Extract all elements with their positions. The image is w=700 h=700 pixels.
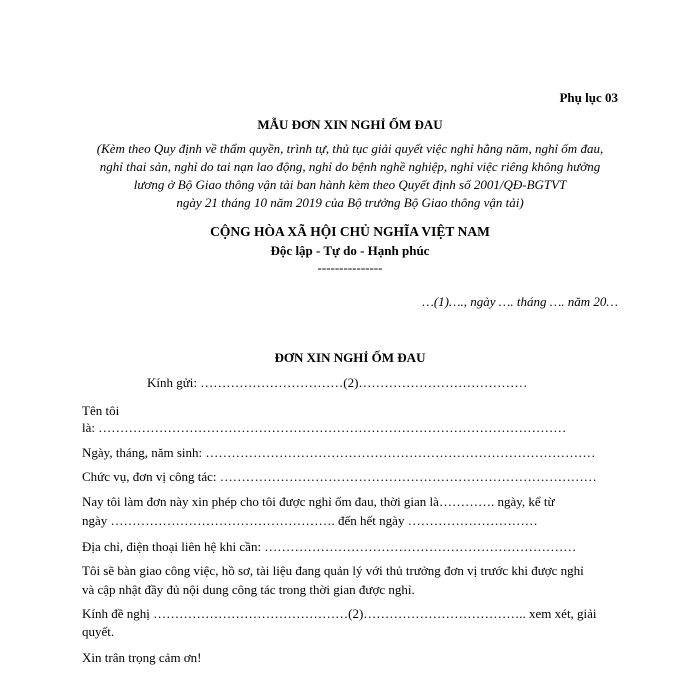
proposal-line-2: quyết.	[82, 624, 115, 639]
attachment-note-line-4: ngày 21 tháng 10 năm 2019 của Bộ trưởng Bộ Giao thông vận tải)	[176, 195, 524, 210]
place-date-line: …(1)…., ngày …. tháng …. năm 20…	[422, 294, 618, 309]
attachment-note-line-3: lương ở Bộ Giao thông vận tải ban hành kèm theo Quyết định số 2001/QĐ-BGTVT	[133, 177, 567, 192]
name-label: Tên tôi	[82, 403, 120, 418]
national-header-country: CỘNG HÒA XÃ HỘI CHỦ NGHĨA VIỆT NAM	[210, 224, 490, 239]
national-header-motto: Độc lập - Tự do - Hạnh phúc	[270, 243, 430, 258]
form-title: MẪU ĐƠN XIN NGHỈ ỐM ĐAU	[257, 117, 443, 132]
leave-request-line-2: ngày ……………………………………………. đến hết ngày …………………………	[82, 513, 538, 528]
name-field: là: ………………………………………………………………………………………………	[82, 420, 567, 435]
date-of-birth-field: Ngày, tháng, năm sinh: ………………………………………………………………………………	[82, 445, 596, 460]
handover-line-1: Tôi sẽ bàn giao công việc, hồ sơ, tài liệu đang quản lý với thủ trưởng đơn vị trước khi được nghỉ	[82, 563, 584, 578]
appendix-label: Phụ lục 03	[559, 90, 618, 105]
position-field: Chức vụ, đơn vị công tác: ……………………………………………………………………………	[82, 469, 597, 484]
attachment-note-line-2: nghỉ thai sản, nghỉ do tai nạn lao động, nghỉ do bệnh nghề nghiệp, nghỉ việc riêng không hưởng	[99, 159, 601, 174]
handover-line-2: và cập nhật đầy đủ nội dung công tác trong thời gian được nghỉ.	[82, 582, 415, 597]
contact-field: Địa chỉ, điện thoại liên hệ khi cần: ………………………………………………………………	[82, 539, 577, 554]
recipient-line: Kính gửi: ……………………………(2)…………………………………	[147, 375, 528, 390]
national-header-divider: ---------------	[317, 260, 383, 275]
leave-request-line-1: Nay tôi làm đơn này xin phép cho tôi được nghỉ ốm đau, thời gian là…………. ngày, kể từ	[82, 494, 555, 509]
attachment-note-line-1: (Kèm theo Quy định về thẩm quyền, trình tự, thủ tục giải quyết việc nghỉ hằng năm, nghỉ ốm đau,	[96, 141, 604, 156]
proposal-line-1: Kính đề nghị ………………………………………(2)……………………………….. xem xét, giải	[82, 606, 597, 621]
closing-line: Xin trân trọng cảm ơn!	[82, 650, 202, 665]
document-title: ĐƠN XIN NGHỈ ỐM ĐAU	[274, 350, 426, 365]
